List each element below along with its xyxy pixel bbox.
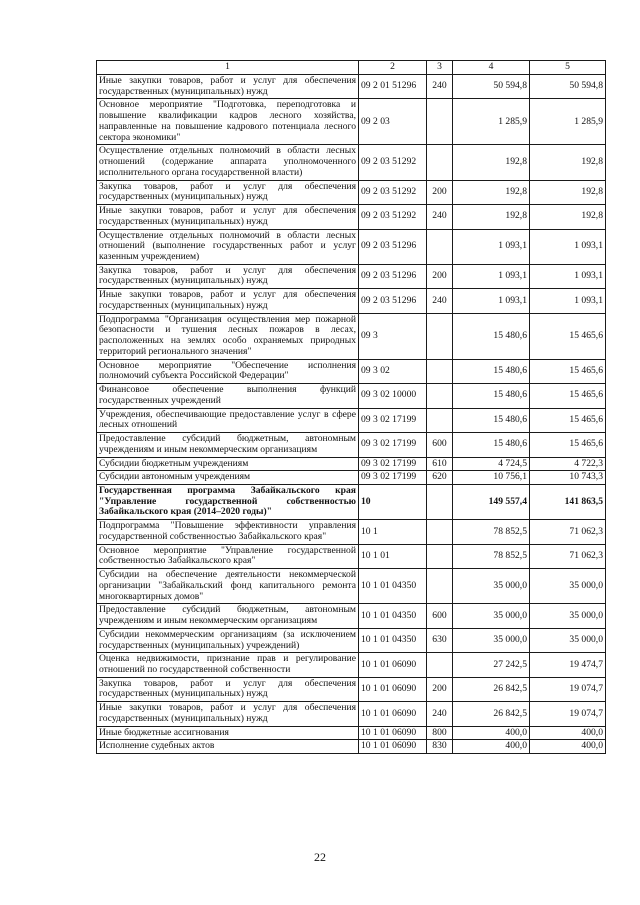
amount-year1-cell: 1 093,1 — [453, 289, 530, 313]
amount-year2-cell: 1 285,9 — [530, 99, 606, 145]
amount-year2-cell: 400,0 — [530, 726, 606, 740]
expense-type-cell: 610 — [427, 457, 453, 471]
amount-year1-cell: 400,0 — [453, 740, 530, 754]
amount-year1-cell: 15 480,6 — [453, 359, 530, 383]
item-name-cell: Субсидии автономным учреждениям — [97, 471, 359, 485]
amount-year1-cell: 10 756,1 — [453, 471, 530, 485]
target-code-cell: 09 2 03 — [359, 99, 427, 145]
table-row — [97, 205, 606, 229]
amount-year1-cell: 15 480,6 — [453, 384, 530, 408]
table-row — [97, 740, 606, 754]
item-name-cell: Закупка товаров, работ и услуг для обеспечения государственных (муниципальных) нужд — [97, 180, 359, 204]
amount-year1-cell: 78 852,5 — [453, 520, 530, 544]
amount-year2-cell: 1 093,1 — [530, 264, 606, 288]
table-row — [97, 313, 606, 359]
target-code-cell: 09 2 03 51296 — [359, 229, 427, 264]
expense-type-cell: 630 — [427, 628, 453, 652]
table-header-row — [97, 61, 606, 75]
expense-type-cell: 620 — [427, 471, 453, 485]
expense-type-cell — [427, 99, 453, 145]
table-row — [97, 408, 606, 432]
expense-type-cell: 240 — [427, 702, 453, 726]
item-name-cell: Осуществление отдельных полномочий в области лесных отношений (содержание аппарата уполномоченного исполнительного органа государственной власти) — [97, 145, 359, 180]
amount-year2-cell: 50 594,8 — [530, 75, 606, 99]
amount-year2-cell: 1 093,1 — [530, 289, 606, 313]
amount-year2-cell: 400,0 — [530, 740, 606, 754]
target-code-cell: 10 — [359, 484, 427, 519]
item-name-cell: Иные закупки товаров, работ и услуг для обеспечения государственных (муниципальных) нужд — [97, 289, 359, 313]
amount-year1-cell: 192,8 — [453, 145, 530, 180]
amount-year2-cell: 15 465,6 — [530, 313, 606, 359]
amount-year1-cell: 15 480,6 — [453, 408, 530, 432]
target-code-cell: 10 1 01 06090 — [359, 702, 427, 726]
amount-year2-cell: 15 465,6 — [530, 433, 606, 457]
item-name-cell: Исполнение судебных актов — [97, 740, 359, 754]
item-name-cell: Подпрограмма "Повышение эффективности управления государственной собственностью Забайкальского края" — [97, 520, 359, 544]
header-cell-2: 2 — [359, 61, 427, 75]
table-row — [97, 229, 606, 264]
target-code-cell: 10 1 01 — [359, 544, 427, 568]
amount-year2-cell: 141 863,5 — [530, 484, 606, 519]
table-row — [97, 604, 606, 628]
amount-year1-cell: 15 480,6 — [453, 313, 530, 359]
amount-year1-cell: 35 000,0 — [453, 569, 530, 604]
expense-type-cell — [427, 569, 453, 604]
expense-type-cell — [427, 544, 453, 568]
item-name-cell: Основное мероприятие "Управление государственной собственностью Забайкальского края" — [97, 544, 359, 568]
table-row — [97, 471, 606, 485]
amount-year2-cell: 192,8 — [530, 145, 606, 180]
amount-year1-cell: 400,0 — [453, 726, 530, 740]
item-name-cell: Субсидии некоммерческим организациям (за исключением государственных (муниципальных) учреждений) — [97, 628, 359, 652]
item-name-cell: Государственная программа Забайкальского края "Управление государственной собственностью Забайкальского края (2014–2020 годы)" — [97, 484, 359, 519]
item-name-cell: Подпрограмма "Организация осуществления мер пожарной безопасности и тушения лесных пожаров в лесах, расположенных на землях особо охраняемых природных территорий регионального значения" — [97, 313, 359, 359]
expense-type-cell: 600 — [427, 433, 453, 457]
expense-type-cell: 200 — [427, 677, 453, 701]
amount-year1-cell: 35 000,0 — [453, 628, 530, 652]
expense-type-cell: 240 — [427, 75, 453, 99]
amount-year1-cell: 50 594,8 — [453, 75, 530, 99]
amount-year2-cell: 192,8 — [530, 180, 606, 204]
table-row — [97, 359, 606, 383]
amount-year1-cell: 1 093,1 — [453, 229, 530, 264]
table-row — [97, 484, 606, 519]
table-row — [97, 457, 606, 471]
expense-type-cell — [427, 653, 453, 677]
amount-year2-cell: 15 465,6 — [530, 384, 606, 408]
expense-type-cell: 200 — [427, 180, 453, 204]
amount-year1-cell: 26 842,5 — [453, 702, 530, 726]
amount-year1-cell: 1 093,1 — [453, 264, 530, 288]
table-row — [97, 264, 606, 288]
expense-type-cell — [427, 484, 453, 519]
target-code-cell: 09 2 03 51292 — [359, 145, 427, 180]
expense-type-cell — [427, 313, 453, 359]
expense-type-cell: 830 — [427, 740, 453, 754]
amount-year1-cell: 192,8 — [453, 205, 530, 229]
table-row — [97, 726, 606, 740]
table-row — [97, 384, 606, 408]
target-code-cell: 09 3 02 — [359, 359, 427, 383]
amount-year2-cell: 10 743,3 — [530, 471, 606, 485]
target-code-cell: 10 1 01 06090 — [359, 677, 427, 701]
item-name-cell: Основное мероприятие "Подготовка, переподготовка и повышение квалификации кадров лесного хозяйства, направленные на повышение кадрового потенциала лесного сектора экономики" — [97, 99, 359, 145]
table-row — [97, 544, 606, 568]
item-name-cell: Иные закупки товаров, работ и услуг для обеспечения государственных (муниципальных) нужд — [97, 702, 359, 726]
amount-year1-cell: 35 000,0 — [453, 604, 530, 628]
item-name-cell: Основное мероприятие "Обеспечение исполнения полномочий субъекта Российской Федерации" — [97, 359, 359, 383]
target-code-cell: 09 3 02 17199 — [359, 471, 427, 485]
amount-year2-cell: 15 465,6 — [530, 408, 606, 432]
table-row — [97, 520, 606, 544]
expense-type-cell — [427, 520, 453, 544]
amount-year2-cell: 71 062,3 — [530, 520, 606, 544]
target-code-cell: 09 3 02 17199 — [359, 433, 427, 457]
expense-type-cell: 240 — [427, 205, 453, 229]
table-row — [97, 433, 606, 457]
header-cell-3: 3 — [427, 61, 453, 75]
page-number: 22 — [314, 850, 326, 864]
amount-year1-cell: 149 557,4 — [453, 484, 530, 519]
item-name-cell: Иные закупки товаров, работ и услуг для обеспечения государственных (муниципальных) нужд — [97, 205, 359, 229]
amount-year2-cell: 4 722,3 — [530, 457, 606, 471]
table-row — [97, 145, 606, 180]
target-code-cell: 09 2 03 51292 — [359, 205, 427, 229]
table-row — [97, 702, 606, 726]
item-name-cell: Иные бюджетные ассигнования — [97, 726, 359, 740]
amount-year2-cell: 19 074,7 — [530, 677, 606, 701]
header-cell-1: 1 — [97, 61, 359, 75]
item-name-cell: Оценка недвижимости, признание прав и регулирование отношений по государственной собственности — [97, 653, 359, 677]
table-row — [97, 677, 606, 701]
item-name-cell: Иные закупки товаров, работ и услуг для обеспечения государственных (муниципальных) нужд — [97, 75, 359, 99]
header-cell-4: 4 — [453, 61, 530, 75]
item-name-cell: Учреждения, обеспечивающие предоставление услуг в сфере лесных отношений — [97, 408, 359, 432]
target-code-cell: 09 2 03 51296 — [359, 289, 427, 313]
table-row — [97, 653, 606, 677]
expense-type-cell — [427, 229, 453, 264]
item-name-cell: Субсидии на обеспечение деятельности некоммерческой организации "Забайкальский фонд капитального ремонта многоквартирных домов" — [97, 569, 359, 604]
expense-type-cell — [427, 408, 453, 432]
item-name-cell: Закупка товаров, работ и услуг для обеспечения государственных (муниципальных) нужд — [97, 264, 359, 288]
target-code-cell: 10 1 01 06090 — [359, 726, 427, 740]
amount-year2-cell: 15 465,6 — [530, 359, 606, 383]
expense-type-cell: 600 — [427, 604, 453, 628]
target-code-cell: 09 2 01 51296 — [359, 75, 427, 99]
target-code-cell: 09 3 — [359, 313, 427, 359]
amount-year1-cell: 15 480,6 — [453, 433, 530, 457]
amount-year1-cell: 4 724,5 — [453, 457, 530, 471]
target-code-cell: 09 2 03 51296 — [359, 264, 427, 288]
target-code-cell: 10 1 01 04350 — [359, 604, 427, 628]
table-row — [97, 180, 606, 204]
target-code-cell: 09 3 02 10000 — [359, 384, 427, 408]
expense-type-cell — [427, 359, 453, 383]
expense-type-cell: 240 — [427, 289, 453, 313]
expense-type-cell: 200 — [427, 264, 453, 288]
amount-year2-cell: 1 093,1 — [530, 229, 606, 264]
amount-year2-cell: 192,8 — [530, 205, 606, 229]
target-code-cell: 10 1 01 06090 — [359, 653, 427, 677]
amount-year2-cell: 19 074,7 — [530, 702, 606, 726]
amount-year2-cell: 71 062,3 — [530, 544, 606, 568]
amount-year2-cell: 35 000,0 — [530, 628, 606, 652]
amount-year2-cell: 35 000,0 — [530, 569, 606, 604]
item-name-cell: Закупка товаров, работ и услуг для обеспечения государственных (муниципальных) нужд — [97, 677, 359, 701]
target-code-cell: 10 1 01 04350 — [359, 628, 427, 652]
target-code-cell: 10 1 01 06090 — [359, 740, 427, 754]
expense-type-cell — [427, 384, 453, 408]
target-code-cell: 09 3 02 17199 — [359, 408, 427, 432]
amount-year1-cell: 26 842,5 — [453, 677, 530, 701]
amount-year1-cell: 192,8 — [453, 180, 530, 204]
budget-table — [96, 60, 606, 754]
table-row — [97, 75, 606, 99]
item-name-cell: Субсидии бюджетным учреждениям — [97, 457, 359, 471]
target-code-cell: 09 3 02 17199 — [359, 457, 427, 471]
expense-type-cell: 800 — [427, 726, 453, 740]
target-code-cell: 10 1 — [359, 520, 427, 544]
amount-year1-cell: 78 852,5 — [453, 544, 530, 568]
table-row — [97, 99, 606, 145]
amount-year1-cell: 1 285,9 — [453, 99, 530, 145]
item-name-cell: Осуществление отдельных полномочий в области лесных отношений (выполнение государственных работ и услуг казенным учреждением) — [97, 229, 359, 264]
table-body — [97, 61, 606, 754]
item-name-cell: Предоставление субсидий бюджетным, автономным учреждениям и иным некоммерческим организациям — [97, 433, 359, 457]
table-row — [97, 289, 606, 313]
target-code-cell: 10 1 01 04350 — [359, 569, 427, 604]
table-row — [97, 628, 606, 652]
item-name-cell: Предоставление субсидий бюджетным, автономным учреждениям и иным некоммерческим организациям — [97, 604, 359, 628]
header-cell-5: 5 — [530, 61, 606, 75]
expense-type-cell — [427, 145, 453, 180]
amount-year1-cell: 27 242,5 — [453, 653, 530, 677]
amount-year2-cell: 19 474,7 — [530, 653, 606, 677]
amount-year2-cell: 35 000,0 — [530, 604, 606, 628]
item-name-cell: Финансовое обеспечение выполнения функций государственных учреждений — [97, 384, 359, 408]
table-row — [97, 569, 606, 604]
target-code-cell: 09 2 03 51292 — [359, 180, 427, 204]
